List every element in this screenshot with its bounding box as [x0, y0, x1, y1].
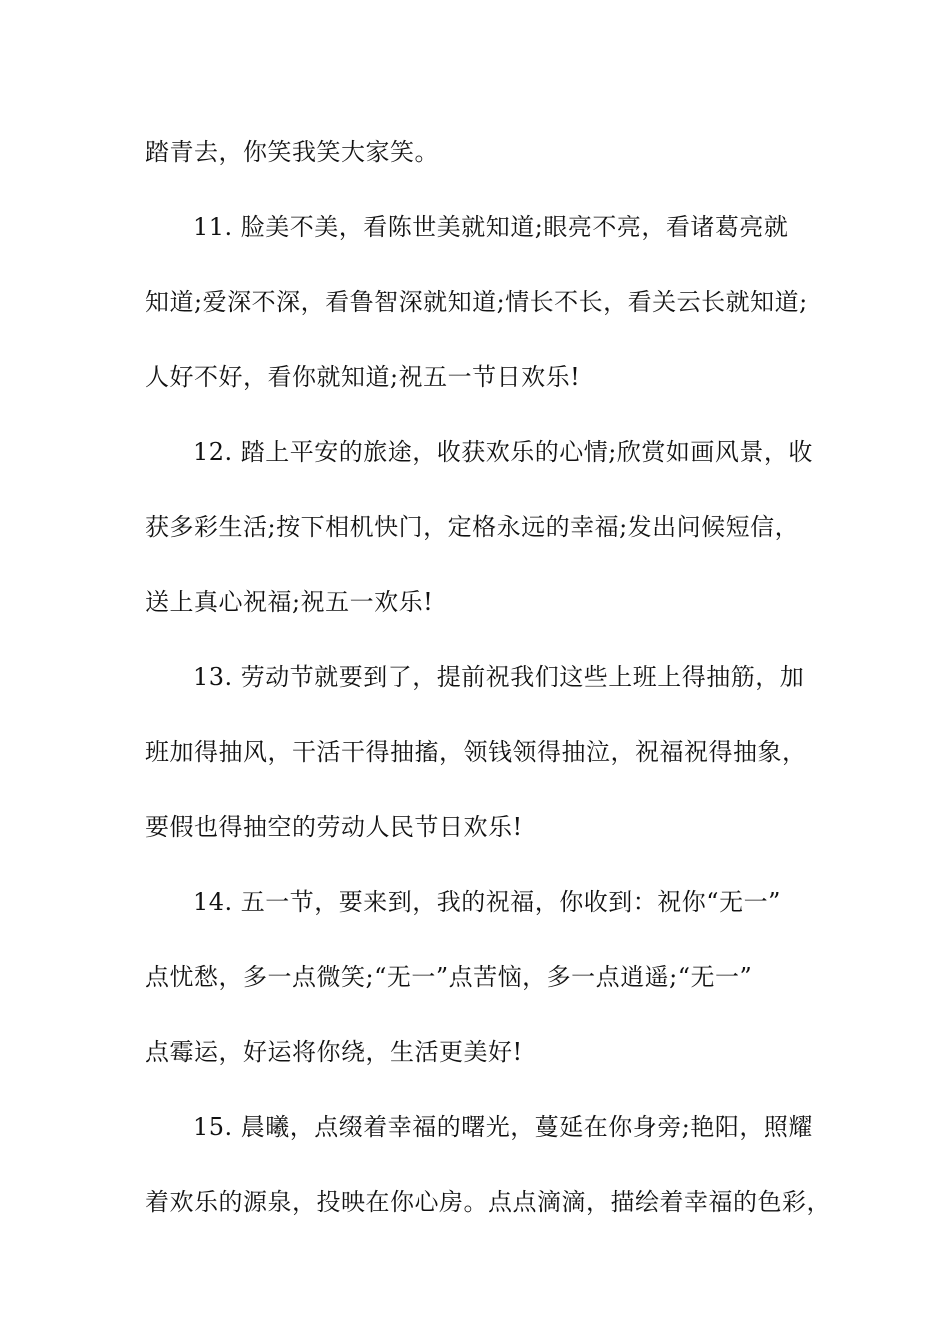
- paragraph-11-start: 11. 脸美不美，看陈世美就知道;眼亮不亮，看诸葛亮就: [193, 213, 789, 241]
- text-line: 获多彩生活;按下相机快门，定格永远的幸福;发出问候短信，: [145, 513, 800, 541]
- paragraph-12-start: 12. 踏上平安的旅途，收获欢乐的心情;欣赏如画风景，收: [193, 438, 813, 466]
- text-line: 点霉运，好运将你绕，生活更美好!: [145, 1038, 523, 1066]
- text-line: 点忧愁，多一点微笑;“无一”点苦恼，多一点逍遥;“无一”: [145, 963, 753, 991]
- paragraph-14-start: 14. 五一节，要来到，我的祝福，你收到：祝你“无一”: [193, 888, 781, 916]
- text-line: 要假也得抽空的劳动人民节日欢乐!: [145, 813, 523, 841]
- text-line: 送上真心祝福;祝五一欢乐!: [145, 588, 434, 616]
- text-line: 知道;爱深不深，看鲁智深就知道;情长不长，看关云长就知道;: [145, 288, 808, 316]
- text-line: 班加得抽风，干活干得抽搐，领钱领得抽泣，祝福祝得抽象，: [145, 738, 807, 766]
- paragraph-13-start: 13. 劳动节就要到了，提前祝我们这些上班上得抽筋，加: [193, 663, 805, 691]
- paragraph-15-start: 15. 晨曦，点缀着幸福的曙光，蔓延在你身旁;艳阳，照耀: [193, 1113, 813, 1141]
- text-line: 踏青去，你笑我笑大家笑。: [145, 138, 439, 166]
- text-line: 人好不好，看你就知道;祝五一节日欢乐!: [145, 363, 581, 391]
- text-line: 着欢乐的源泉，投映在你心房。点点滴滴，描绘着幸福的色彩，: [145, 1188, 831, 1216]
